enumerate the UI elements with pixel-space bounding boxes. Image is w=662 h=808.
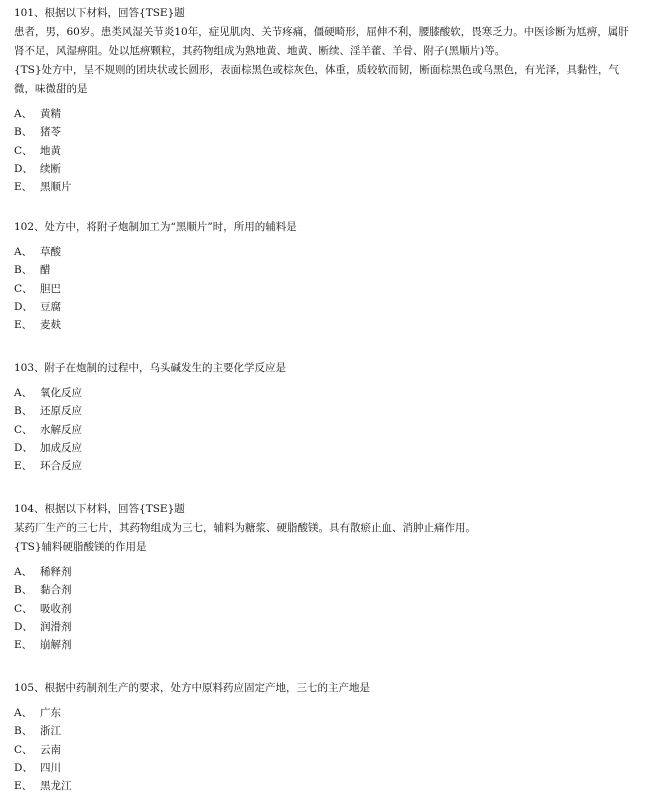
option-text: 崩解剂: [40, 639, 72, 652]
question-stem: [14, 679, 644, 698]
option-text: 吸收剂: [40, 602, 72, 615]
question-title: 102、处方中，将附子炮制加工为“黑顺片”时，所用的辅料是: [14, 221, 297, 233]
option-text: 胆巴: [40, 282, 61, 295]
stem-line: 某药厂生产的三七片，其药物组成为三七，辅料为糖浆、硬脂酸镁。具有散瘀止血、消肿止痛作用。: [14, 522, 476, 534]
option-text: 豆腐: [40, 300, 61, 313]
option-letter: C、: [14, 144, 33, 157]
option-letter: A、: [14, 387, 33, 399]
option-text: 猪苓: [40, 126, 61, 139]
question-stem: [14, 359, 644, 378]
option-d[interactable]: [14, 160, 644, 178]
question-104: [14, 500, 644, 654]
stem-line: {TS}辅料硬脂酸镁的作用是: [14, 541, 147, 553]
option-c[interactable]: [14, 280, 644, 298]
option-a[interactable]: [14, 105, 644, 123]
option-letter: A、: [14, 566, 33, 578]
stem-line: 患者，男，60岁。患类风湿关节炎10年，症见肌肉、关节疼痛，僵硬畸形，屈伸不利，腰膝酸软，畏寒乏力。中医诊断为尪痹，属肝: [14, 26, 629, 38]
option-letter: D、: [14, 620, 33, 633]
option-text: 醋: [40, 264, 51, 277]
option-d[interactable]: [14, 298, 644, 316]
option-letter: C、: [14, 423, 33, 436]
stem-line: 微，味微甜的是: [14, 83, 88, 95]
option-text: 还原反应: [40, 405, 82, 418]
option-e[interactable]: [14, 777, 644, 795]
option-letter: A、: [14, 246, 33, 258]
option-c[interactable]: [14, 142, 644, 160]
option-letter: A、: [14, 108, 33, 120]
option-text: 黑顺片: [40, 181, 72, 194]
option-list: [14, 384, 644, 475]
option-b[interactable]: [14, 123, 644, 141]
option-letter: C、: [14, 743, 33, 756]
option-letter: A、: [14, 707, 33, 719]
option-text: 加成反应: [40, 441, 82, 454]
stem-line: {TS}处方中，呈不规则的团块状或长圆形，表面棕黑色或棕灰色，体重，质较软而韧，断面棕黑色或乌黑色，有光泽，具黏性，气: [14, 64, 620, 76]
option-letter: D、: [14, 441, 33, 454]
option-text: 氧化反应: [40, 387, 82, 399]
option-a[interactable]: [14, 563, 644, 581]
option-letter: E、: [14, 460, 33, 473]
option-text: 黑龙江: [40, 780, 72, 793]
question-stem: [14, 500, 644, 557]
option-a[interactable]: [14, 384, 644, 402]
option-letter: C、: [14, 602, 33, 615]
option-text: 广东: [40, 707, 61, 719]
option-c[interactable]: [14, 421, 644, 439]
question-title: 105、根据中药制剂生产的要求，处方中原料药应固定产地，三七的主产地是: [14, 682, 371, 694]
option-a[interactable]: [14, 243, 644, 261]
option-letter: B、: [14, 264, 33, 277]
option-text: 地黄: [40, 144, 61, 157]
option-b[interactable]: [14, 402, 644, 420]
option-letter: E、: [14, 181, 33, 194]
question-stem: [14, 4, 644, 99]
option-text: 麦麸: [40, 319, 61, 332]
option-e[interactable]: [14, 316, 644, 334]
option-e[interactable]: [14, 457, 644, 475]
option-b[interactable]: [14, 581, 644, 599]
question-stem: [14, 218, 644, 237]
stem-line: 肾不足，风湿痹阻。处以尪痹颗粒，其药物组成为熟地黄、地黄、断续、淫羊藿、羊骨、附子(黑顺片)等。: [14, 45, 506, 57]
option-d[interactable]: [14, 759, 644, 777]
option-list: [14, 105, 644, 196]
option-text: 稀释剂: [40, 566, 72, 578]
option-letter: E、: [14, 780, 33, 793]
option-c[interactable]: [14, 741, 644, 759]
question-102: [14, 218, 644, 334]
option-text: 润滑剂: [40, 620, 72, 633]
option-d[interactable]: [14, 439, 644, 457]
question-101: [14, 4, 644, 196]
option-d[interactable]: [14, 618, 644, 636]
option-list: [14, 563, 644, 654]
option-text: 四川: [40, 761, 61, 774]
option-text: 环合反应: [40, 460, 82, 473]
option-b[interactable]: [14, 722, 644, 740]
option-text: 草酸: [40, 246, 61, 258]
question-105: [14, 679, 644, 795]
option-letter: C、: [14, 282, 33, 295]
option-e[interactable]: [14, 178, 644, 196]
option-letter: D、: [14, 300, 33, 313]
option-letter: D、: [14, 162, 33, 175]
option-e[interactable]: [14, 636, 644, 654]
option-letter: B、: [14, 126, 33, 139]
option-letter: D、: [14, 761, 33, 774]
option-letter: B、: [14, 584, 33, 597]
question-title: 104、根据以下材料，回答{TSE}题: [14, 503, 185, 515]
option-text: 浙江: [40, 725, 61, 738]
option-b[interactable]: [14, 261, 644, 279]
option-c[interactable]: [14, 600, 644, 618]
option-text: 黄精: [40, 108, 61, 120]
question-title: 103、附子在炮制的过程中，乌头碱发生的主要化学反应是: [14, 362, 287, 374]
option-text: 水解反应: [40, 423, 82, 436]
option-letter: B、: [14, 405, 33, 418]
option-text: 续断: [40, 162, 61, 175]
option-a[interactable]: [14, 704, 644, 722]
option-letter: B、: [14, 725, 33, 738]
option-list: [14, 243, 644, 334]
option-text: 云南: [40, 743, 61, 756]
option-letter: E、: [14, 319, 33, 332]
question-title: 101、根据以下材料，回答{TSE}题: [14, 7, 185, 19]
question-103: [14, 359, 644, 475]
option-letter: E、: [14, 639, 33, 652]
option-text: 黏合剂: [40, 584, 72, 597]
option-list: [14, 704, 644, 795]
